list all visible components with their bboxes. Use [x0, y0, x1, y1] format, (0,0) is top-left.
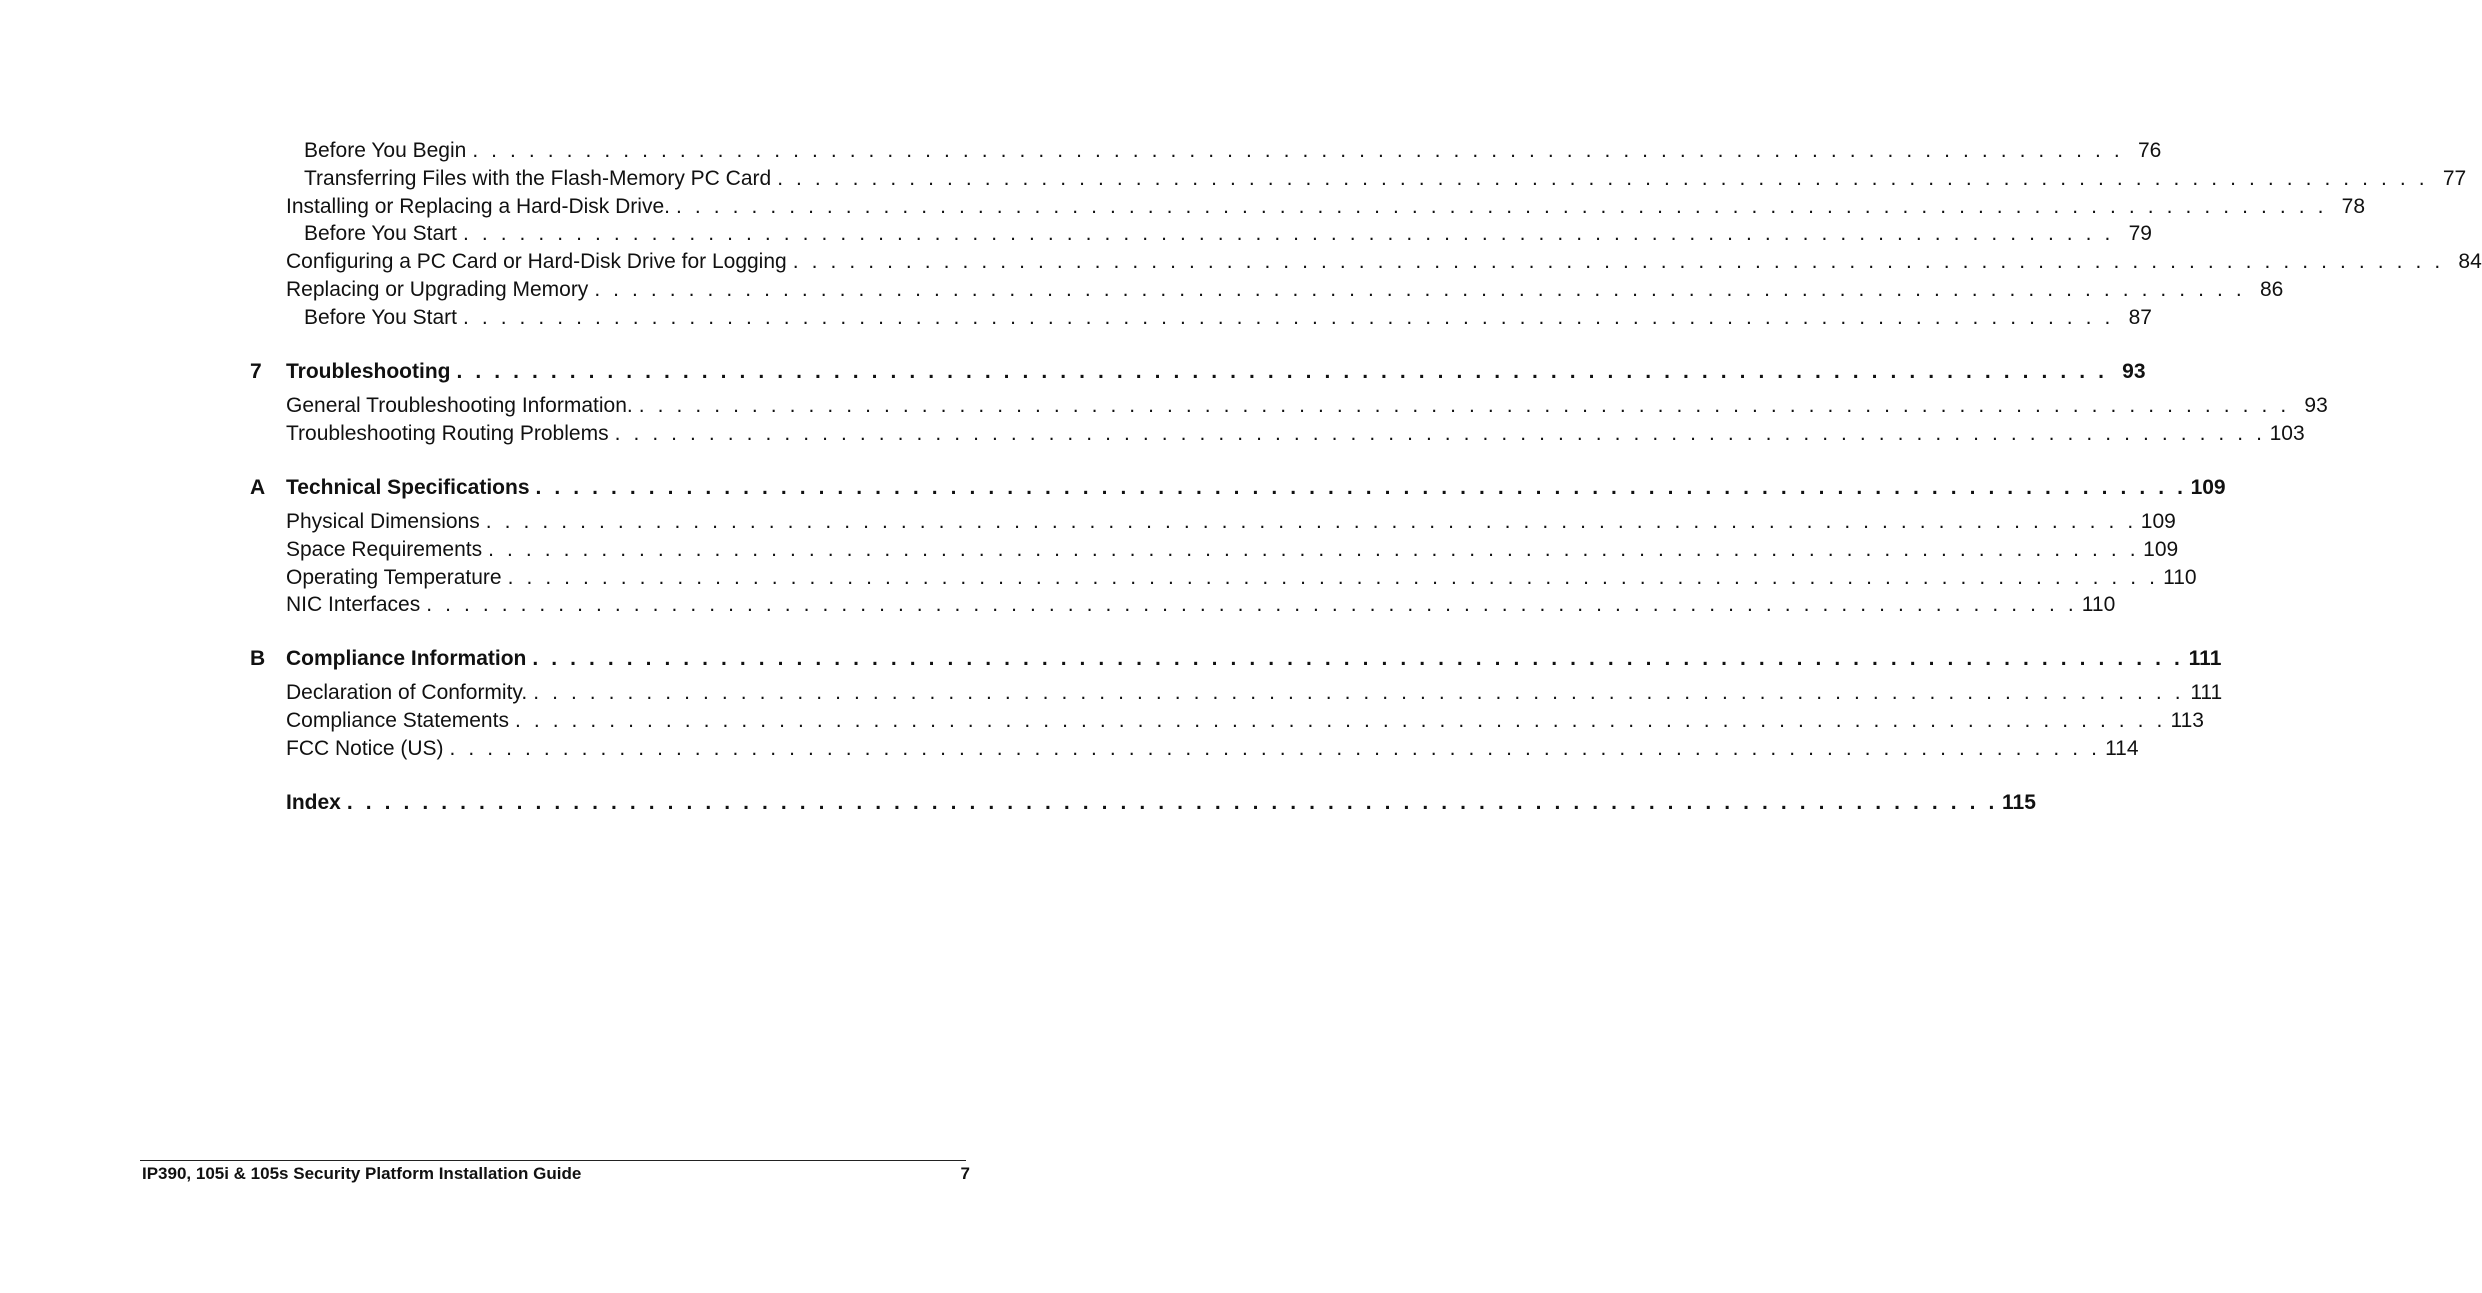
toc-leader-dots: . . . . . . . . . . . . . . . . . . . . . . . . . . . . . . . . . . . . . . . . . . . . . . . . . . . . . . . . . . . . . . . . . . . . . . . . . . . . . . . . . . . . . . . . — [792, 250, 2444, 273]
toc-entry-transferring-files[interactable] — [0, 165, 2467, 193]
toc-page-number: 109 — [2140, 510, 2176, 533]
toc-chapter-title: Compliance Information — [286, 647, 527, 670]
toc-page-number: 111 — [2188, 647, 2222, 670]
toc-page-number: 93 — [2122, 360, 2146, 383]
toc-leader-dots: . . . . . . . . . . . . . . . . . . . . . . . . . . . . . . . . . . . . . . . . . . . . . . . . . . . . . . . . . . . . . . . . . . . . . . . . . . . . . . . . . . . . . . . . — [346, 791, 1998, 814]
toc-entry-configuring-pc-card[interactable] — [0, 248, 2482, 276]
toc-entry-operating-temperature[interactable] — [0, 564, 2197, 592]
toc-entry-title: Installing or Replacing a Hard-Disk Drive. — [286, 195, 670, 218]
toc-entry-title: Before You Begin — [304, 139, 467, 162]
toc-entry-routing-problems[interactable] — [0, 420, 2305, 448]
toc-chapter-number: A — [250, 476, 266, 499]
toc-chapter-number: 7 — [250, 360, 262, 383]
toc-chapter-title: Index — [286, 791, 341, 814]
toc-leader-dots: . . . . . . . . . . . . . . . . . . . . . . . . . . . . . . . . . . . . . . . . . . . . . . . . . . . . . . . . . . . . . . . . . . . . . . . . . . . . . . . . . . . . . . . . — [485, 510, 2137, 533]
toc-entry-fcc-notice[interactable] — [0, 735, 2139, 763]
toc-leader-dots: . . . . . . . . . . . . . . . . . . . . . . . . . . . . . . . . . . . . . . . . . . . . . . . . . . . . . . . . . . . . . . . . . . . . . . . . . . . . . . . . . . . . . . . . — [638, 394, 2290, 417]
toc-entry-title: Before You Start — [304, 222, 457, 245]
toc-entry-title: FCC Notice (US) — [286, 737, 444, 760]
toc-page-number: 111 — [2190, 681, 2223, 704]
toc-page-number: 79 — [2128, 222, 2152, 245]
toc-leader-dots: . . . . . . . . . . . . . . . . . . . . . . . . . . . . . . . . . . . . . . . . . . . . . . . . . . . . . . . . . . . . . . . . . . . . . . . . . . . . . . . . . . . . . . . . — [456, 360, 2108, 383]
toc-entry-title: General Troubleshooting Information. — [286, 394, 633, 417]
toc-entry-title: Operating Temperature — [286, 566, 502, 589]
toc-leader-dots: . . . . . . . . . . . . . . . . . . . . . . . . . . . . . . . . . . . . . . . . . . . . . . . . . . . . . . . . . . . . . . . . . . . . . . . . . . . . . . . . . . . . . . . . — [777, 167, 2429, 190]
toc-page-number: 77 — [2442, 167, 2467, 190]
toc-chapter-troubleshooting[interactable] — [0, 358, 2146, 386]
toc-entry-physical-dimensions[interactable] — [0, 508, 2176, 536]
toc-leader-dots: . . . . . . . . . . . . . . . . . . . . . . . . . . . . . . . . . . . . . . . . . . . . . . . . . . . . . . . . . . . . . . . . . . . . . . . . . . . . . . . . . . . . . . . . — [533, 681, 2185, 704]
toc-leader-dots: . . . . . . . . . . . . . . . . . . . . . . . . . . . . . . . . . . . . . . . . . . . . . . . . . . . . . . . . . . . . . . . . . . . . . . . . . . . . . . . . . . . . . . . . — [535, 476, 2187, 499]
toc-entry-title: Space Requirements — [286, 538, 483, 561]
toc-page-number: 87 — [2128, 306, 2152, 329]
footer-divider — [140, 1160, 966, 1161]
toc-page-number: 76 — [2137, 139, 2162, 162]
toc-entry-title: Transferring Files with the Flash-Memory PC Card — [304, 167, 772, 190]
toc-chapter-compliance-information[interactable] — [0, 645, 2222, 673]
toc-leader-dots: . . . . . . . . . . . . . . . . . . . . . . . . . . . . . . . . . . . . . . . . . . . . . . . . . . . . . . . . . . . . . . . . . . . . . . . . . . . . . . . . . . . . . . . . — [532, 647, 2184, 670]
toc-entry-before-you-start-1[interactable] — [0, 220, 2152, 248]
toc-chapter-index[interactable] — [0, 789, 2036, 817]
toc-chapter-number: B — [250, 647, 266, 670]
toc-page-number: 115 — [2002, 791, 2036, 814]
toc-page-number: 103 — [2269, 422, 2305, 445]
toc-entry-title: Troubleshooting Routing Problems — [286, 422, 609, 445]
toc-leader-dots: . . . . . . . . . . . . . . . . . . . . . . . . . . . . . . . . . . . . . . . . . . . . . . . . . . . . . . . . . . . . . . . . . . . . . . . . . . . . . . . . . . . . . . . . — [426, 593, 2078, 616]
toc-chapter-technical-specifications[interactable] — [0, 474, 2226, 502]
toc-page-number: 113 — [2170, 709, 2204, 732]
toc-leader-dots: . . . . . . . . . . . . . . . . . . . . . . . . . . . . . . . . . . . . . . . . . . . . . . . . . . . . . . . . . . . . . . . . . . . . . . . . . . . . . . . . . . . . . . . . — [449, 737, 2101, 760]
toc-leader-dots: . . . . . . . . . . . . . . . . . . . . . . . . . . . . . . . . . . . . . . . . . . . . . . . . . . . . . . . . . . . . . . . . . . . . . . . . . . . . . . . . . . . . . . . . — [462, 222, 2114, 245]
toc-page-number: 84 — [2458, 250, 2482, 273]
toc-entry-before-you-start-2[interactable] — [0, 304, 2152, 332]
toc-entry-replacing-memory[interactable] — [0, 276, 2284, 304]
toc-leader-dots: . . . . . . . . . . . . . . . . . . . . . . . . . . . . . . . . . . . . . . . . . . . . . . . . . . . . . . . . . . . . . . . . . . . . . . . . . . . . . . . . . . . . . . . . — [675, 195, 2328, 218]
toc-entry-title: Replacing or Upgrading Memory — [286, 278, 589, 301]
toc-entry-space-requirements[interactable] — [0, 536, 2179, 564]
toc-entry-title: Physical Dimensions — [286, 510, 480, 533]
toc-entry-before-you-begin[interactable] — [0, 137, 2162, 165]
toc-page-number: 93 — [2304, 394, 2328, 417]
toc-leader-dots: . . . . . . . . . . . . . . . . . . . . . . . . . . . . . . . . . . . . . . . . . . . . . . . . . . . . . . . . . . . . . . . . . . . . . . . . . . . . . . . . . . . . . . . . — [472, 139, 2124, 162]
toc-page-number: 78 — [2341, 195, 2366, 218]
toc-leader-dots: . . . . . . . . . . . . . . . . . . . . . . . . . . . . . . . . . . . . . . . . . . . . . . . . . . . . . . . . . . . . . . . . . . . . . . . . . . . . . . . . . . . . . . . . — [594, 278, 2246, 301]
toc-leader-dots: . . . . . . . . . . . . . . . . . . . . . . . . . . . . . . . . . . . . . . . . . . . . . . . . . . . . . . . . . . . . . . . . . . . . . . . . . . . . . . . . . . . . . . . . — [462, 306, 2114, 329]
toc-entry-title: Declaration of Conformity. — [286, 681, 528, 704]
toc-leader-dots: . . . . . . . . . . . . . . . . . . . . . . . . . . . . . . . . . . . . . . . . . . . . . . . . . . . . . . . . . . . . . . . . . . . . . . . . . . . . . . . . . . . . . . . . — [488, 538, 2140, 561]
toc-entry-title: Configuring a PC Card or Hard-Disk Drive for Logging — [286, 250, 787, 273]
footer-page-number: 7 — [960, 1164, 970, 1183]
toc-leader-dots: . . . . . . . . . . . . . . . . . . . . . . . . . . . . . . . . . . . . . . . . . . . . . . . . . . . . . . . . . . . . . . . . . . . . . . . . . . . . . . . . . . . . . . . . — [514, 709, 2166, 732]
toc-entry-nic-interfaces[interactable] — [0, 591, 2116, 619]
toc-chapter-title: Technical Specifications — [286, 476, 530, 499]
toc-page-number: 114 — [2105, 737, 2139, 760]
toc-page-number: 110 — [2163, 566, 2197, 589]
toc-leader-dots: . . . . . . . . . . . . . . . . . . . . . . . . . . . . . . . . . . . . . . . . . . . . . . . . . . . . . . . . . . . . . . . . . . . . . . . . . . . . . . . . . . . . . . . . — [614, 422, 2266, 445]
toc-entry-installing-hard-disk[interactable] — [0, 193, 2366, 221]
toc-page-number: 86 — [2259, 278, 2284, 301]
toc-leader-dots: . . . . . . . . . . . . . . . . . . . . . . . . . . . . . . . . . . . . . . . . . . . . . . . . . . . . . . . . . . . . . . . . . . . . . . . . . . . . . . . . . . . . . . . . — [507, 566, 2159, 589]
toc-entry-title: Before You Start — [304, 306, 457, 329]
toc-chapter-title: Troubleshooting — [286, 360, 451, 383]
toc-entry-general-troubleshooting[interactable] — [0, 392, 2328, 420]
toc-entry-title: Compliance Statements — [286, 709, 509, 732]
toc-entry-title: NIC Interfaces — [286, 593, 421, 616]
toc-entry-declaration-of-conformity[interactable] — [0, 679, 2223, 707]
toc-page-number: 109 — [2190, 476, 2226, 499]
toc-entry-compliance-statements[interactable] — [0, 707, 2204, 735]
footer-document-title: IP390, 105i & 105s Security Platform Installation Guide — [142, 1164, 582, 1183]
toc-page-number: 110 — [2081, 593, 2116, 616]
toc-page-number: 109 — [2143, 538, 2179, 561]
